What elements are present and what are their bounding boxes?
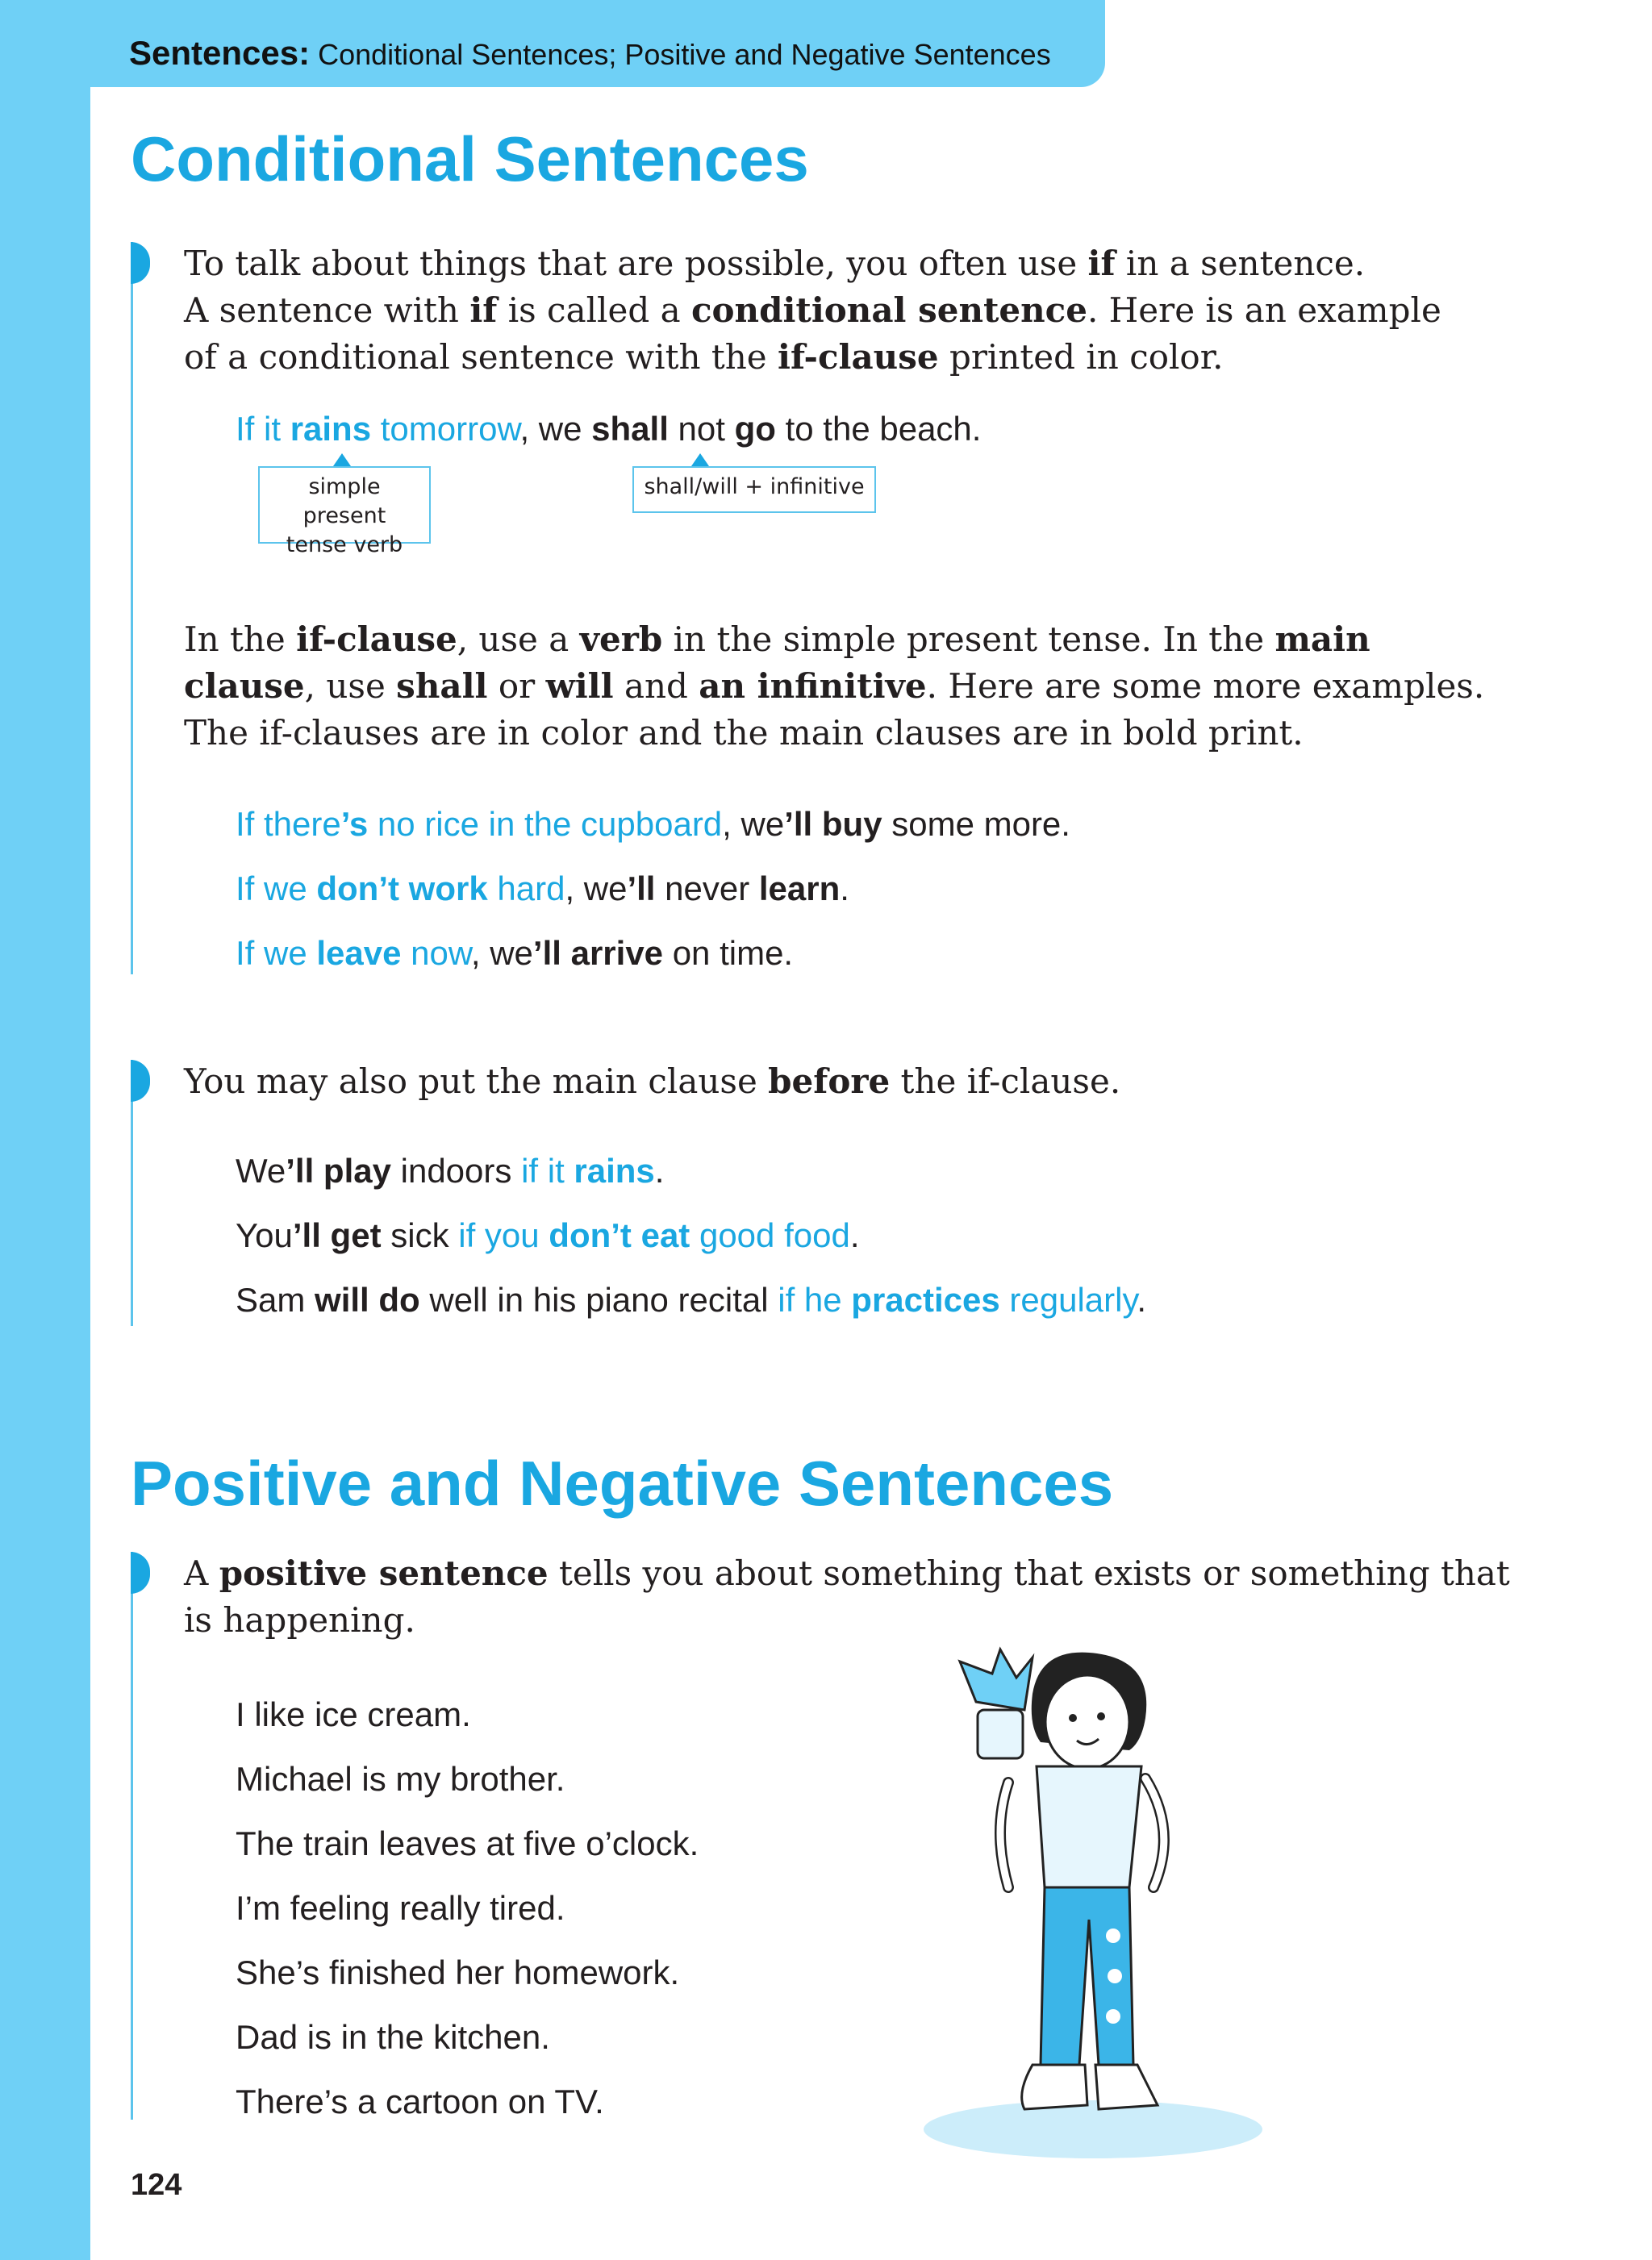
header-topics: Conditional Sentences; Positive and Negative Sentences xyxy=(318,38,1051,71)
title-conditional-sentences: Conditional Sentences xyxy=(131,123,809,194)
positive-example: I’m feeling really tired. xyxy=(236,1889,565,1927)
header-section: Sentences: xyxy=(129,34,311,72)
conditional-rule: In the if-clause, use a verb in the simple present tense. In the main clause, use shall or will and an infinitive. Here are some more examples. The if-clauses are in color and the main clauses are in bold print. xyxy=(184,619,1485,753)
positive-example: She’s finished her homework. xyxy=(236,1954,680,1991)
example-sentence: Sam will do well in his piano recital if he practices regularly. xyxy=(236,1281,1147,1319)
page-number: 124 xyxy=(131,2168,182,2202)
bullet-marker-icon xyxy=(131,242,150,284)
example-sentence: You’ll get sick if you don’t eat good food. xyxy=(236,1216,860,1254)
positive-example: There’s a cartoon on TV. xyxy=(236,2083,604,2120)
conditional-intro: To talk about things that are possible, you often use if in a sentence. A sentence with if is called a conditional sentence. Here is an example of a conditional sentence with the if-clause printed in color. xyxy=(184,244,1441,377)
bullet-marker-icon xyxy=(131,1060,150,1102)
example-sentence: If there’s no rice in the cupboard, we’ll buy some more. xyxy=(236,805,1070,843)
example-sentence: If we leave now, we’ll arrive on time. xyxy=(236,934,794,972)
running-header xyxy=(129,34,1051,73)
positive-example: Dad is in the kitchen. xyxy=(236,2018,550,2056)
positive-intro: A positive sentence tells you about something that exists or something that is happening. xyxy=(184,1553,1510,1640)
header-tab xyxy=(0,0,1105,87)
callout-simple-present: simple present tense verb xyxy=(258,466,431,544)
callout-pointer-icon xyxy=(691,453,709,466)
callout-shall-will: shall/will + infinitive xyxy=(632,466,876,513)
callout-pointer-icon xyxy=(333,453,351,466)
bullet-marker-icon xyxy=(131,1552,150,1594)
left-margin-band xyxy=(0,0,90,2260)
title-positive-negative-sentences: Positive and Negative Sentences xyxy=(131,1448,1114,1519)
example-sentence-main: If it rains tomorrow, we shall not go to the beach. xyxy=(236,410,982,448)
positive-example: The train leaves at five o’clock. xyxy=(236,1824,699,1862)
positive-example: I like ice cream. xyxy=(236,1695,471,1733)
girl-with-ice-cream-illustration xyxy=(912,1645,1274,2170)
section-rule-bar xyxy=(131,242,133,974)
example-sentence: We’ll play indoors if it rains. xyxy=(236,1152,665,1190)
section-rule-bar xyxy=(131,1552,133,2120)
positive-example: Michael is my brother. xyxy=(236,1760,565,1798)
example-sentence: If we don’t work hard, we’ll never learn. xyxy=(236,869,849,907)
main-clause-before-text: You may also put the main clause before the if-clause. xyxy=(184,1061,1121,1101)
